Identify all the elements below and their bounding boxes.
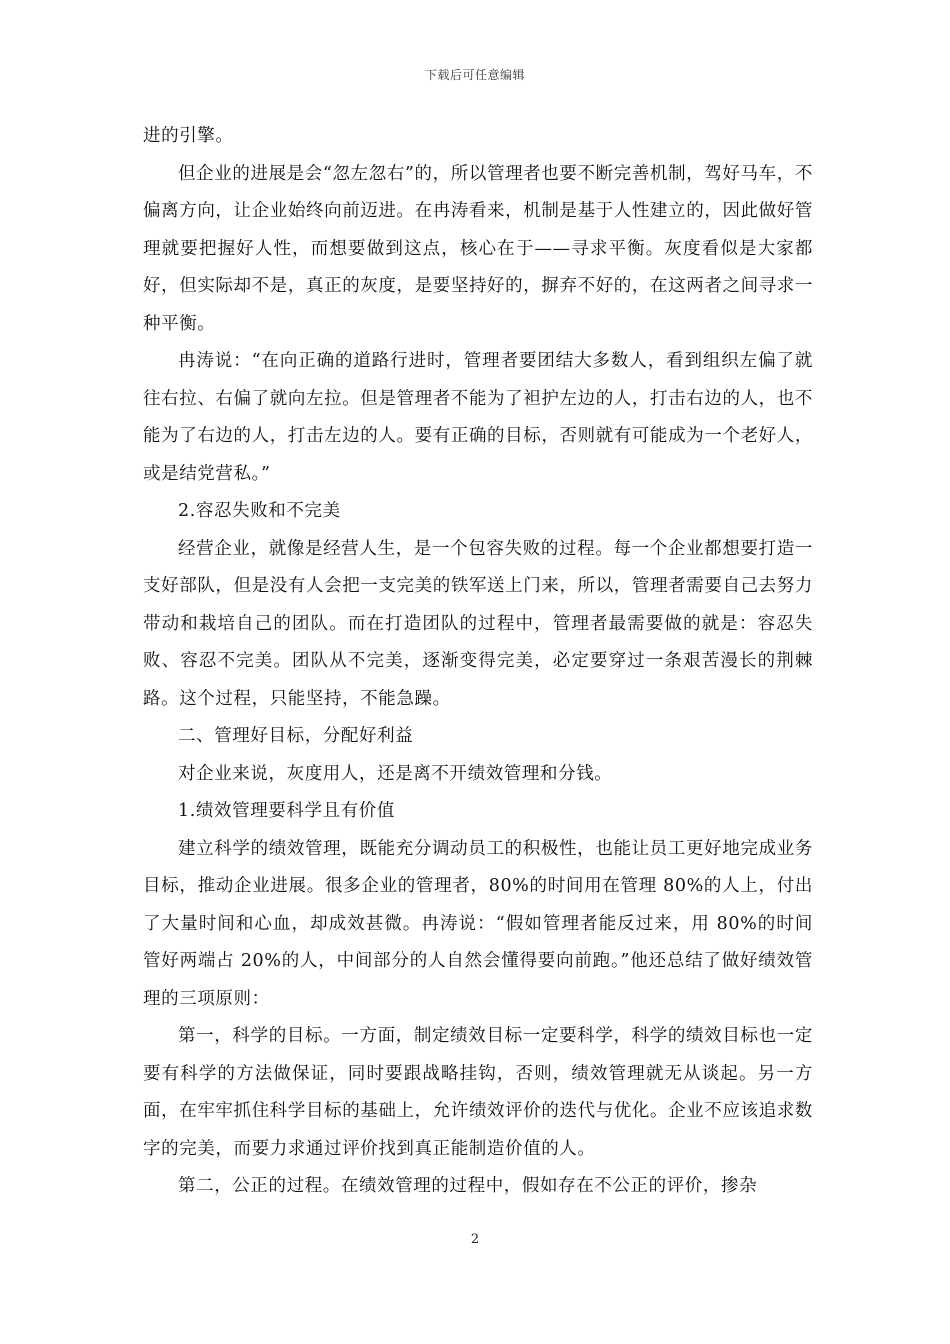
paragraph: 第一，科学的目标。一方面，制定绩效目标一定要科学，科学的绩效目标也一定要有科学的方法做保证，同时要跟战略挂钩，否则，绩效管理就无从谈起。另一方面，在牢牢抓住科学目标的基础上，允许绩效评价的迭代与优化。企业不应该追求数字的完美，而要力求通过评价找到真正能制造价值的人。 — [143, 1026, 813, 1159]
page-header: 下载后可任意编辑 — [424, 68, 525, 82]
paragraph: 冉涛说：“在向正确的道路行进时，管理者要团结大多数人，看到组织左偏了就往右拉、右偏了就向左拉。但是管理者不能为了袒护左边的人，打击右边的人，也不能为了右边的人，打击左边的人。要有正确的目标，否则就有可能成为一个老好人，或是结党营私。” — [143, 351, 813, 484]
section-heading: 二、管理好目标，分配好利益 — [178, 726, 414, 746]
page-number: 2 — [470, 1232, 480, 1247]
section-heading: 1.绩效管理要科学且有价值 — [178, 801, 395, 821]
paragraph: 第二，公正的过程。在绩效管理的过程中，假如存在不公正的评价，掺杂 — [178, 1176, 758, 1196]
paragraph: 建立科学的绩效管理，既能充分调动员工的积极性，也能让员工更好地完成业务目标，推动企业进展。很多企业的管理者，80%的时间用在管理 80%的人上，付出了大量时间和心血，却成效甚微。冉涛说：“假如管理者能反过来，用 80%的时间管好两端占 20%的人，中间部分的人自然会懂得要向前跑。”他还总结了做好绩效管理的三项原则： — [143, 838, 813, 1009]
document-body — [143, 118, 813, 1206]
paragraph: 但企业的进展是会“忽左忽右”的，所以管理者也要不断完善机制，驾好马车，不偏离方向，让企业始终向前迈进。在冉涛看来，机制是基于人性建立的，因此做好管理就要把握好人性，而想要做到这点，核心在于——寻求平衡。灰度看似是大家都好，但实际却不是，真正的灰度，是要坚持好的，摒弃不好的，在这两者之间寻求一种平衡。 — [143, 163, 813, 334]
section-heading: 2.容忍失败和不完美 — [178, 501, 341, 521]
paragraph: 进的引擎。 — [143, 126, 234, 146]
paragraph: 对企业来说，灰度用人，还是离不开绩效管理和分钱。 — [178, 763, 613, 784]
paragraph: 经营企业，就像是经营人生，是一个包容失败的过程。每一个企业都想要打造一支好部队，但是没有人会把一支完美的铁军送上门来，所以，管理者需要自己去努力带动和栽培自己的团队。而在打造团队的过程中，管理者最需要做的就是：容忍失败、容忍不完美。团队从不完美，逐渐变得完美，必定要穿过一条艰苦漫长的荆棘路。这个过程，只能坚持，不能急躁。 — [143, 538, 813, 709]
